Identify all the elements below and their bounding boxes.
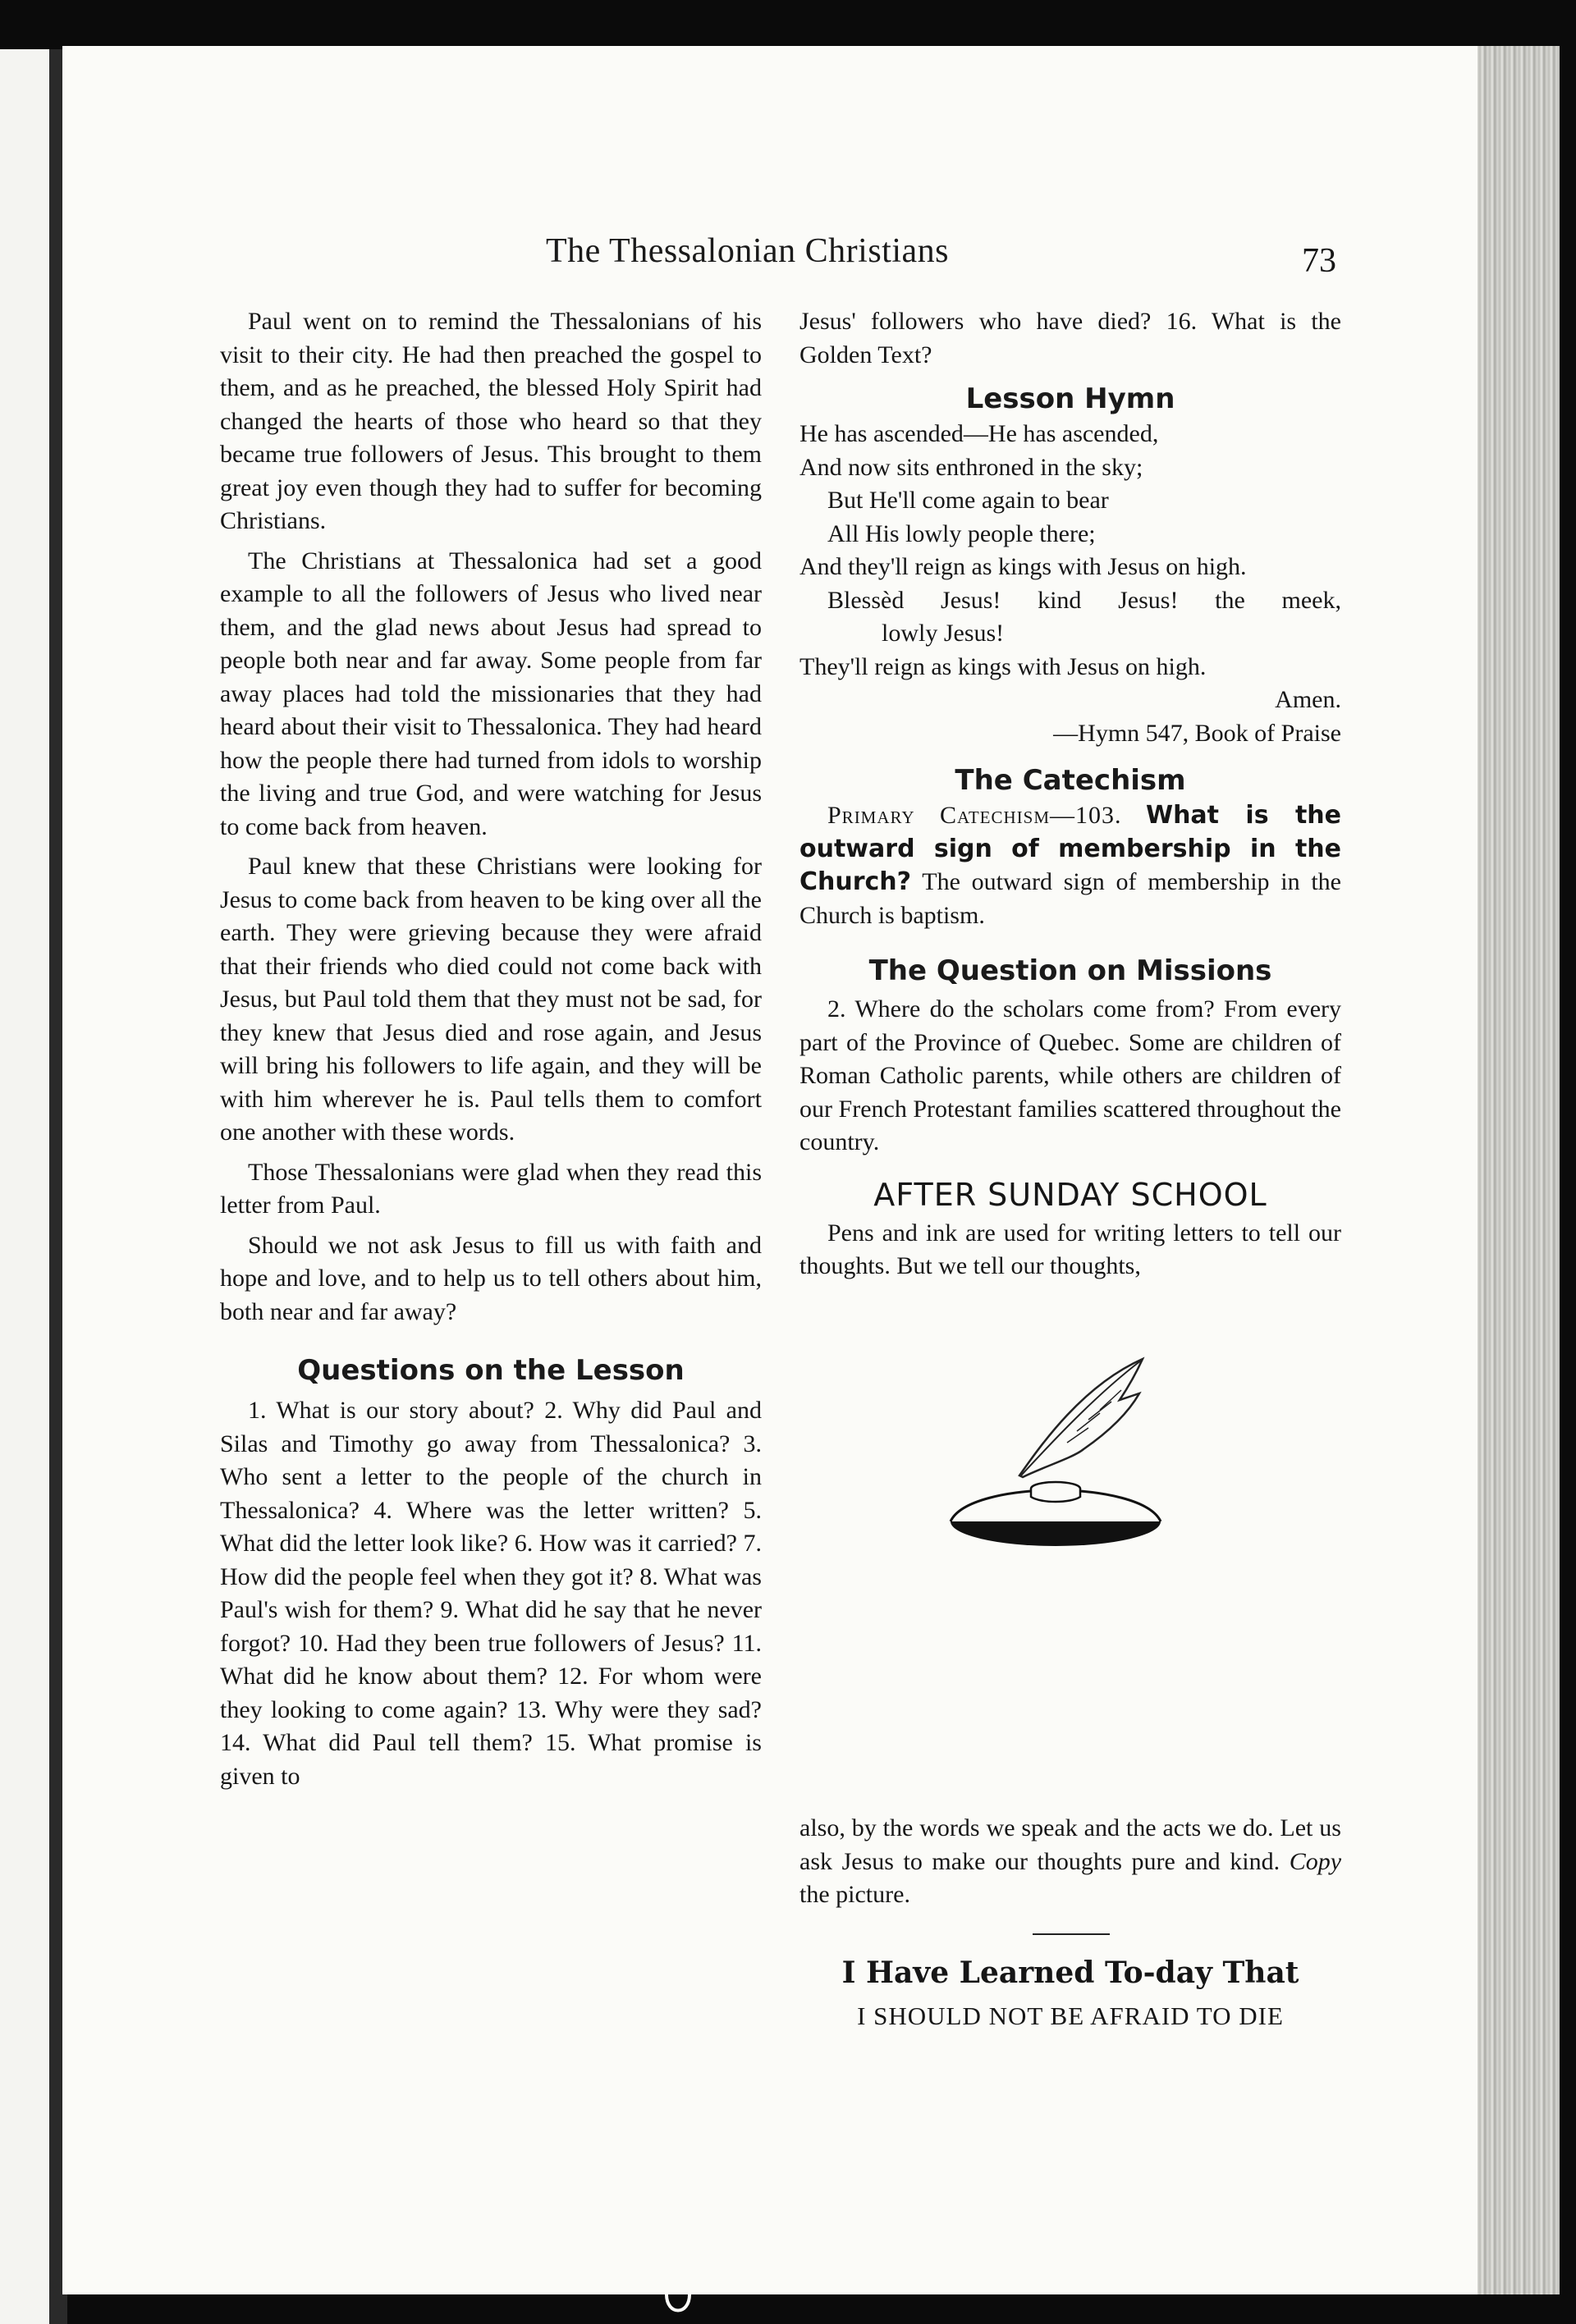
missions-text: 2. Where do the scholars come from? From every part of the Province of Quebec. Some are children of Roman Catholic parents, while others are children of our French Protestant families scattered throughout the country. xyxy=(799,995,1341,1155)
inkwell xyxy=(951,1482,1161,1546)
questions-continued: Jesus' followers who have died? 16. What is the Golden Text? xyxy=(799,308,1341,368)
hymn-heading: Lesson Hymn xyxy=(965,382,1175,415)
hymn xyxy=(799,418,1341,750)
catechism-question: What is the outward sign of membership in the Church? xyxy=(799,801,1342,896)
page-stack-edge xyxy=(1478,46,1560,2294)
running-title: The Thessalonian Christians xyxy=(546,232,949,270)
paragraph: Paul went on to remind the Thessalonians of his visit to their city. He had then preached the gospel to them, and as he preached, the blessed Holy Spirit had changed the hearts of those who heard so that they became true followers of Jesus. This brought to them great joy even though they had to suffer for becoming Christians. xyxy=(220,308,762,534)
right-column xyxy=(799,305,1341,1283)
page-number: 73 xyxy=(1302,242,1336,280)
after-school-text-2 xyxy=(799,1812,1341,1912)
catechism-heading: The Catechism xyxy=(955,764,1186,797)
hymn-line: Blessèd Jesus! kind Jesus! the meek, xyxy=(827,586,1341,614)
paragraph: Should we not ask Jesus to fill us with faith and hope and love, and to help us to tell others about him, both near and far away? xyxy=(220,1231,762,1325)
catechism-answer: The outward sign of membership in the Church is baptism. xyxy=(799,868,1342,929)
hymn-amen: Amen. xyxy=(1275,686,1341,713)
after-text-emphasis: Copy xyxy=(1289,1847,1342,1875)
questions-heading: Questions on the Lesson xyxy=(297,1354,685,1387)
paragraph: Paul knew that these Christians were looking for Jesus to come back from heaven to be king over all the earth. They were grieving because they were afraid that their friends who died could not come back with Jesus, but Paul told them that they must not be sad, for they knew that Jesus died and rose again, and Jesus will bring his followers to life again, and they will be with him wherever he is. Paul tells them to comfort one another with these words. xyxy=(220,853,762,1146)
after-school-continued xyxy=(799,1812,1341,1912)
learned-text: I SHOULD NOT BE AFRAID TO DIE xyxy=(857,2001,1284,2030)
divider-rule xyxy=(1033,1933,1110,1935)
catechism-text xyxy=(799,799,1341,932)
hymn-line: And now sits enthroned in the sky; xyxy=(799,453,1143,481)
after-text-pre: also, by the words we speak and the acts we do. Let us ask Jesus to make our thoughts pure and kind. xyxy=(799,1814,1341,1875)
previous-page-edge xyxy=(0,49,51,2324)
binding-clip-icon xyxy=(662,2291,694,2324)
hymn-line: And they'll reign as kings with Jesus on high. xyxy=(799,553,1247,580)
hymn-line: All His lowly people there; xyxy=(827,519,1096,547)
left-column xyxy=(220,305,762,1793)
hymn-line: lowly Jesus! xyxy=(882,620,1005,647)
quill-feather xyxy=(1019,1359,1143,1477)
hymn-line: But He'll come again to bear xyxy=(827,487,1109,514)
inkwell-quill-icon xyxy=(944,1352,1200,1549)
questions-text: 1. What is our story about? 2. Why did Paul and Silas and Timothy go away from Thessalonica? 3. Who sent a letter to the people of the church in Thessalonica? 4. Where was the letter written? 5. What did the letter look like? 6. How was it carried? 7. How did the people feel when they got it? 8. What was Paul's wish for them? 9. What did he say that he never forgot? 10. Had they been true followers of Jesus? 11. What did he know about them? 12. For whom were they looking to come again? 13. Why were they sad? 14. What did Paul tell them? 15. What promise is given to xyxy=(220,1397,762,1790)
hymn-line: He has ascended—He has ascended, xyxy=(799,420,1159,447)
catechism-label: Primary Catechism—103. xyxy=(827,802,1122,829)
after-school-heading: AFTER SUNDAY SCHOOL xyxy=(873,1176,1267,1213)
missions-heading: The Question on Missions xyxy=(868,954,1272,987)
paragraph: The Christians at Thessalonica had set a good example to all the followers of Jesus who lived near them, and the glad news about Jesus had spread to people both near and far away. Some people from far away places had told the missionaries that they had heard about their visit to Thessalonica. They had heard how the people there had turned from idols to worship the living and true God, and were watching for Jesus to come back from heaven. xyxy=(220,547,762,840)
after-school-text: Pens and ink are used for writing letters to tell our thoughts. But we tell our thoughts, xyxy=(799,1219,1341,1279)
learned-heading: I Have Learned To-day That xyxy=(841,1956,1299,1990)
paragraph: Those Thessalonians were glad when they read this letter from Paul. xyxy=(220,1158,762,1219)
hymn-line: They'll reign as kings with Jesus on high. xyxy=(799,652,1207,680)
after-text-post: the picture. xyxy=(799,1881,910,1908)
hymn-source: —Hymn 547, Book of Praise xyxy=(1053,719,1341,747)
